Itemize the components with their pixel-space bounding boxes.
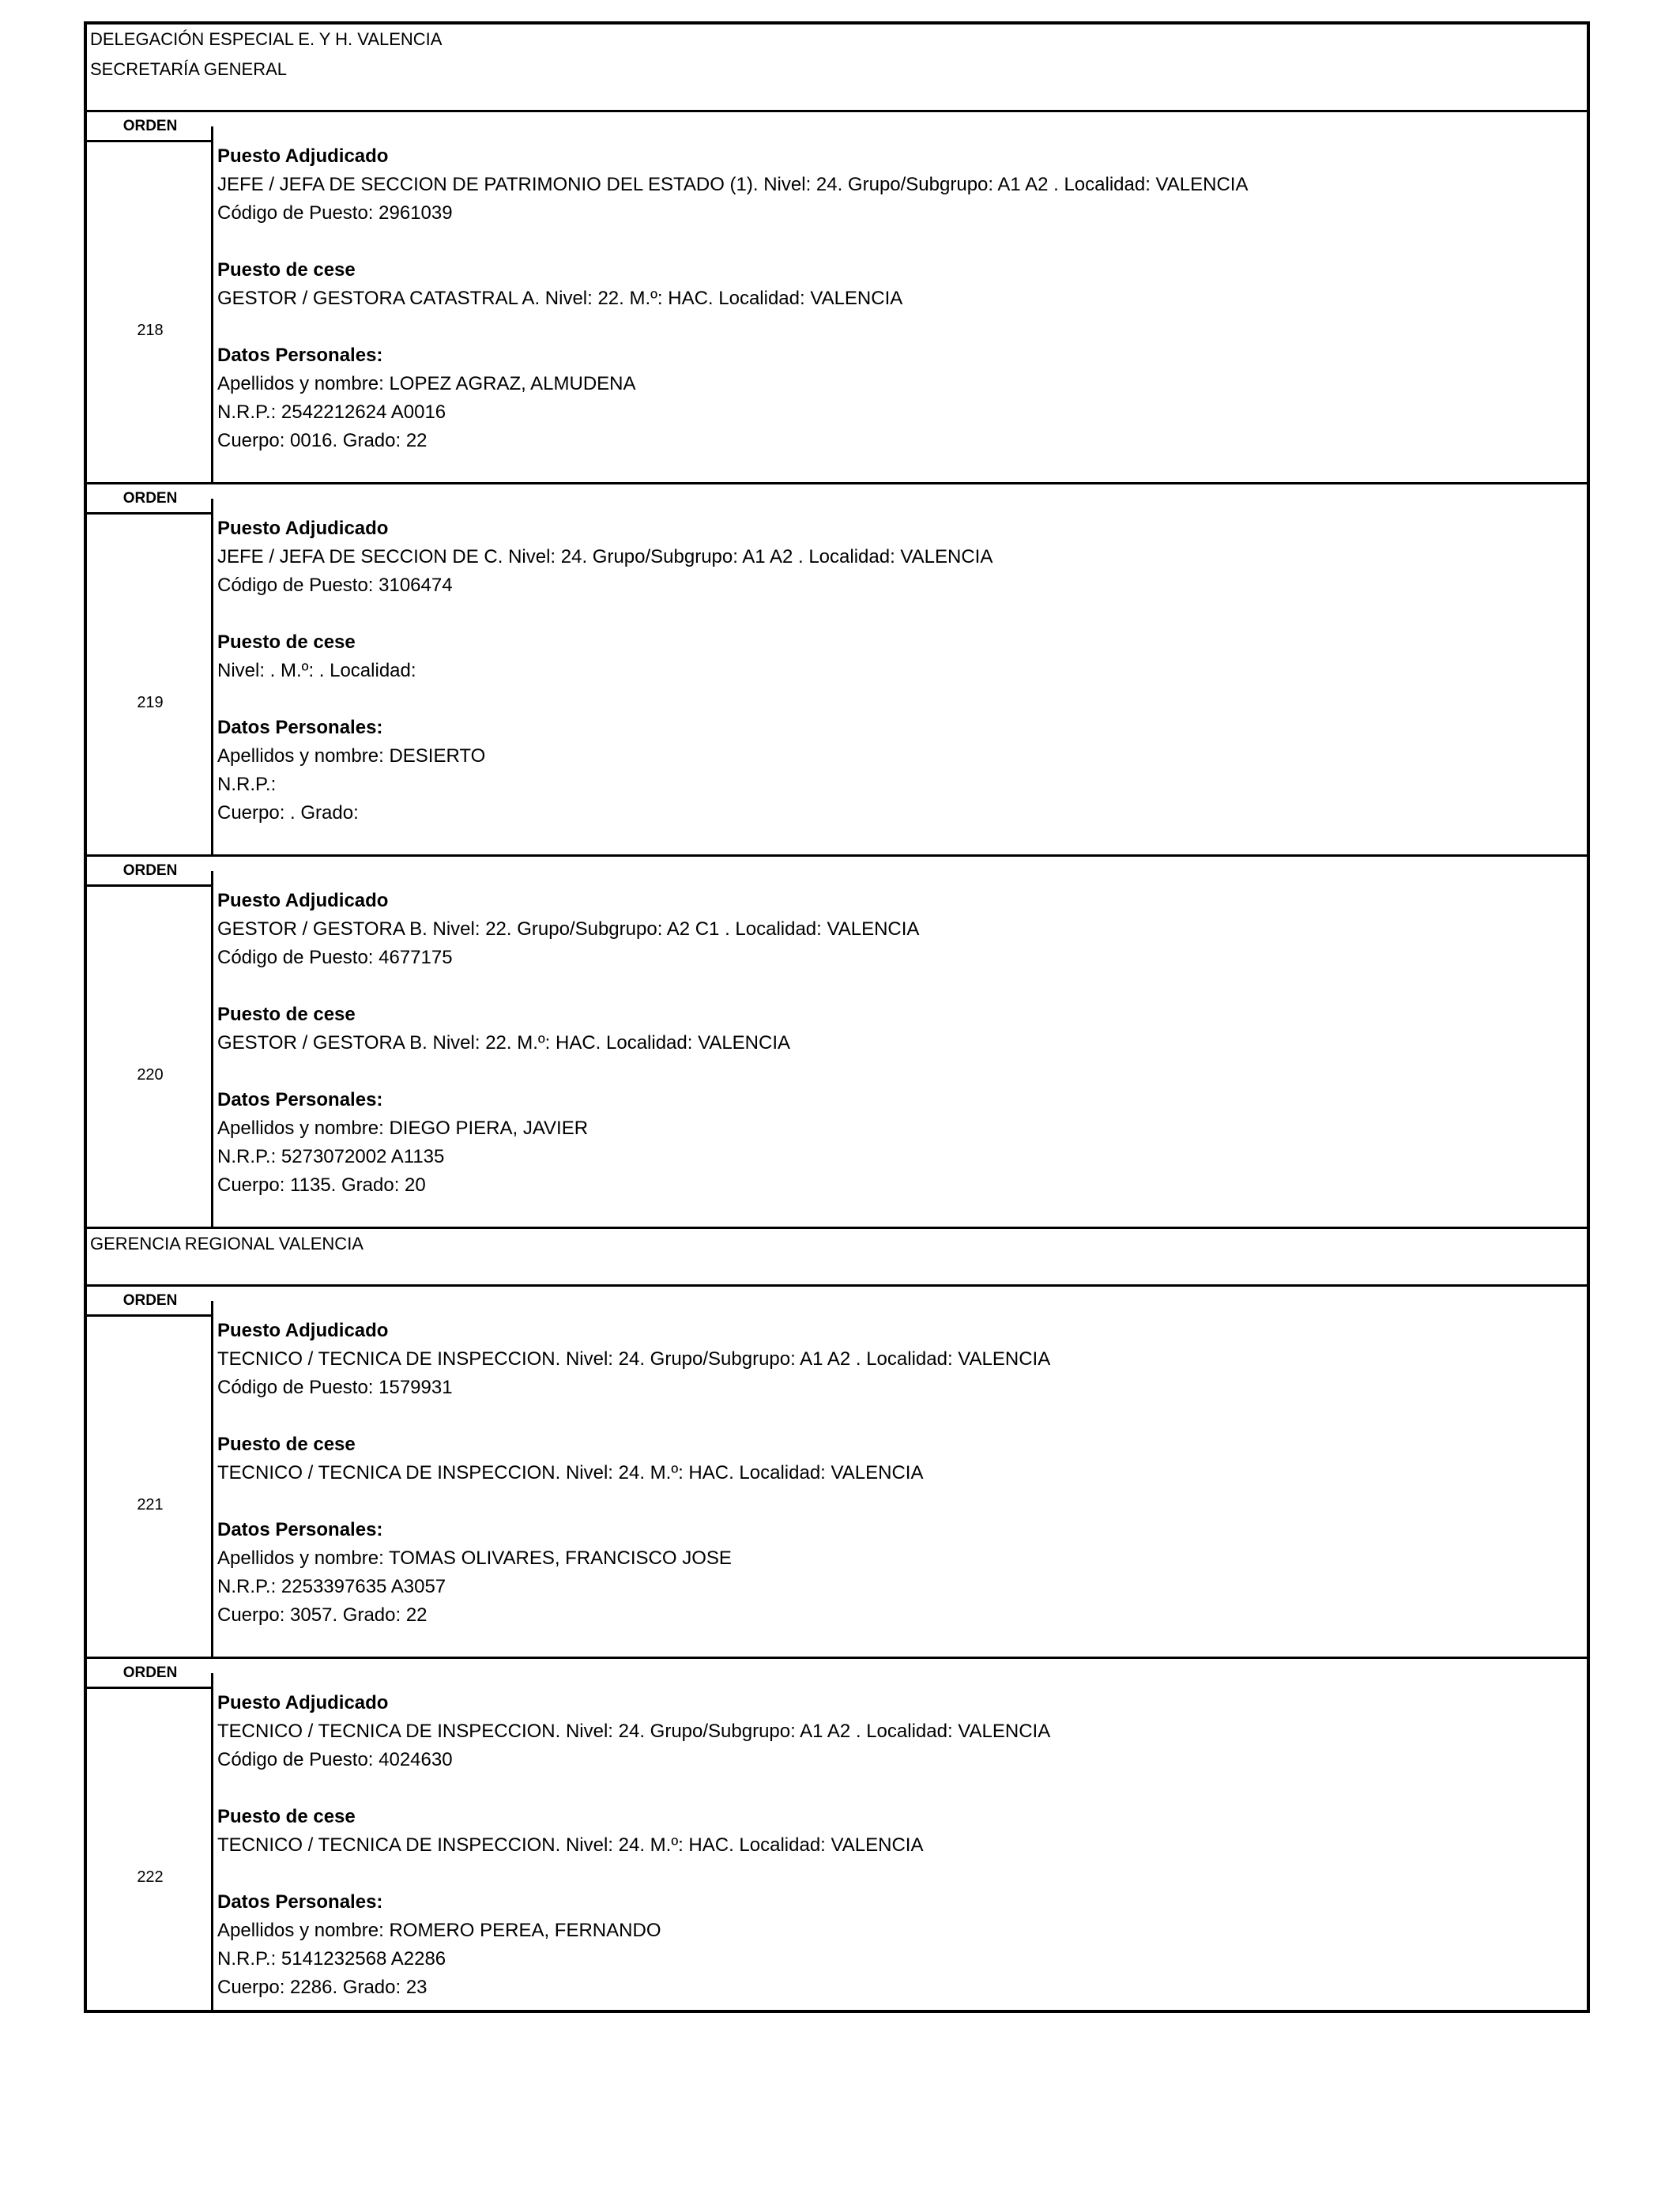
divider — [87, 884, 213, 887]
adjudicado-title: Puesto Adjudicado — [217, 145, 389, 167]
adjudicado-title: Puesto Adjudicado — [217, 890, 389, 911]
codigo-puesto: Código de Puesto: 4677175 — [217, 947, 453, 968]
divider — [211, 499, 213, 854]
section-header-line: SECRETARÍA GENERAL — [90, 59, 287, 79]
cuerpo-line: Cuerpo: 1135. Grado: 20 — [217, 1174, 426, 1196]
cese-line: GESTOR / GESTORA CATASTRAL A. Nivel: 22. M.º: HAC. Localidad: VALENCIA — [217, 288, 903, 309]
entry-row — [87, 484, 1587, 854]
orden-label: ORDEN — [122, 1664, 178, 1681]
nombre-line: Apellidos y nombre: DESIERTO — [217, 745, 486, 767]
entry-row — [87, 1659, 1587, 2013]
adjudicado-line: JEFE / JEFA DE SECCION DE PATRIMONIO DEL ESTADO (1). Nivel: 24. Grupo/Subgrupo: A1 A2 . Localidad: VALENCIA — [217, 174, 1249, 195]
divider — [211, 871, 213, 1227]
cese-line: Nivel: . M.º: . Localidad: — [217, 660, 416, 681]
datos-title: Datos Personales: — [217, 717, 383, 738]
cese-title: Puesto de cese — [217, 1434, 356, 1455]
document-table — [84, 21, 1590, 2013]
orden-cell — [87, 1659, 213, 2013]
orden-number: 222 — [137, 1868, 164, 1886]
cuerpo-line: Cuerpo: 2286. Grado: 23 — [217, 1977, 428, 1998]
adjudicado-title: Puesto Adjudicado — [217, 1320, 389, 1341]
orden-number: 221 — [137, 1496, 164, 1514]
nrp-line: N.R.P.: — [217, 774, 277, 795]
nrp-line: N.R.P.: 2542212624 A0016 — [217, 401, 446, 423]
orden-label: ORDEN — [122, 118, 178, 134]
codigo-puesto: Código de Puesto: 4024630 — [217, 1749, 453, 1770]
codigo-puesto: Código de Puesto: 2961039 — [217, 202, 453, 224]
cese-title: Puesto de cese — [217, 1004, 356, 1025]
entry-content — [217, 142, 1579, 455]
cuerpo-line: Cuerpo: 3057. Grado: 22 — [217, 1604, 428, 1626]
orden-number: 219 — [137, 694, 164, 711]
nombre-line: Apellidos y nombre: ROMERO PEREA, FERNANDO — [217, 1920, 661, 1941]
codigo-puesto: Código de Puesto: 1579931 — [217, 1377, 453, 1398]
entry-content — [217, 515, 1579, 827]
adjudicado-line: JEFE / JEFA DE SECCION DE C. Nivel: 24. Grupo/Subgrupo: A1 A2 . Localidad: VALENCIA — [217, 546, 993, 567]
orden-label: ORDEN — [122, 1292, 178, 1309]
section-header-gerencia — [87, 1229, 1587, 1286]
orden-label: ORDEN — [122, 490, 178, 507]
entry-row — [87, 1287, 1587, 1657]
datos-title: Datos Personales: — [217, 1519, 383, 1540]
orden-label: ORDEN — [122, 862, 178, 879]
orden-number: 218 — [137, 322, 164, 339]
nrp-line: N.R.P.: 2253397635 A3057 — [217, 1576, 446, 1597]
entry-content — [217, 887, 1579, 1200]
orden-cell — [87, 484, 213, 854]
nombre-line: Apellidos y nombre: LOPEZ AGRAZ, ALMUDENA — [217, 373, 636, 394]
cese-line: TECNICO / TECNICA DE INSPECCION. Nivel: 24. M.º: HAC. Localidad: VALENCIA — [217, 1462, 924, 1483]
datos-title: Datos Personales: — [217, 345, 383, 366]
orden-cell — [87, 857, 213, 1227]
divider — [87, 1314, 213, 1317]
cese-line: GESTOR / GESTORA B. Nivel: 22. M.º: HAC. Localidad: VALENCIA — [217, 1032, 791, 1054]
adjudicado-line: GESTOR / GESTORA B. Nivel: 22. Grupo/Subgrupo: A2 C1 . Localidad: VALENCIA — [217, 918, 920, 940]
cuerpo-line: Cuerpo: 0016. Grado: 22 — [217, 430, 428, 451]
codigo-puesto: Código de Puesto: 3106474 — [217, 575, 453, 596]
adjudicado-title: Puesto Adjudicado — [217, 518, 389, 539]
divider — [87, 140, 213, 142]
entry-content — [217, 1689, 1579, 2002]
cese-title: Puesto de cese — [217, 1806, 356, 1827]
cese-title: Puesto de cese — [217, 259, 356, 281]
nrp-line: N.R.P.: 5141232568 A2286 — [217, 1948, 446, 1970]
entry-row — [87, 112, 1587, 482]
cuerpo-line: Cuerpo: . Grado: — [217, 802, 359, 824]
cese-line: TECNICO / TECNICA DE INSPECCION. Nivel: 24. M.º: HAC. Localidad: VALENCIA — [217, 1834, 924, 1856]
section-header-line: GERENCIA REGIONAL VALENCIA — [90, 1234, 363, 1253]
datos-title: Datos Personales: — [217, 1891, 383, 1913]
entry-row — [87, 857, 1587, 1227]
nombre-line: Apellidos y nombre: TOMAS OLIVARES, FRANCISCO JOSE — [217, 1547, 732, 1569]
divider — [211, 1301, 213, 1657]
entry-content — [217, 1317, 1579, 1630]
orden-cell — [87, 1287, 213, 1657]
orden-number: 220 — [137, 1066, 164, 1084]
datos-title: Datos Personales: — [217, 1089, 383, 1110]
divider — [211, 126, 213, 482]
section-header-line: DELEGACIÓN ESPECIAL E. Y H. VALENCIA — [90, 29, 443, 49]
cese-title: Puesto de cese — [217, 631, 356, 653]
orden-cell — [87, 112, 213, 482]
divider — [87, 512, 213, 515]
divider — [87, 1687, 213, 1689]
nrp-line: N.R.P.: 5273072002 A1135 — [217, 1146, 445, 1167]
divider — [211, 1673, 213, 2013]
adjudicado-line: TECNICO / TECNICA DE INSPECCION. Nivel: 24. Grupo/Subgrupo: A1 A2 . Localidad: VALENCIA — [217, 1348, 1051, 1370]
adjudicado-line: TECNICO / TECNICA DE INSPECCION. Nivel: 24. Grupo/Subgrupo: A1 A2 . Localidad: VALENCIA — [217, 1721, 1051, 1742]
section-header-delegacion — [87, 25, 1587, 110]
adjudicado-title: Puesto Adjudicado — [217, 1692, 389, 1713]
nombre-line: Apellidos y nombre: DIEGO PIERA, JAVIER — [217, 1118, 589, 1139]
